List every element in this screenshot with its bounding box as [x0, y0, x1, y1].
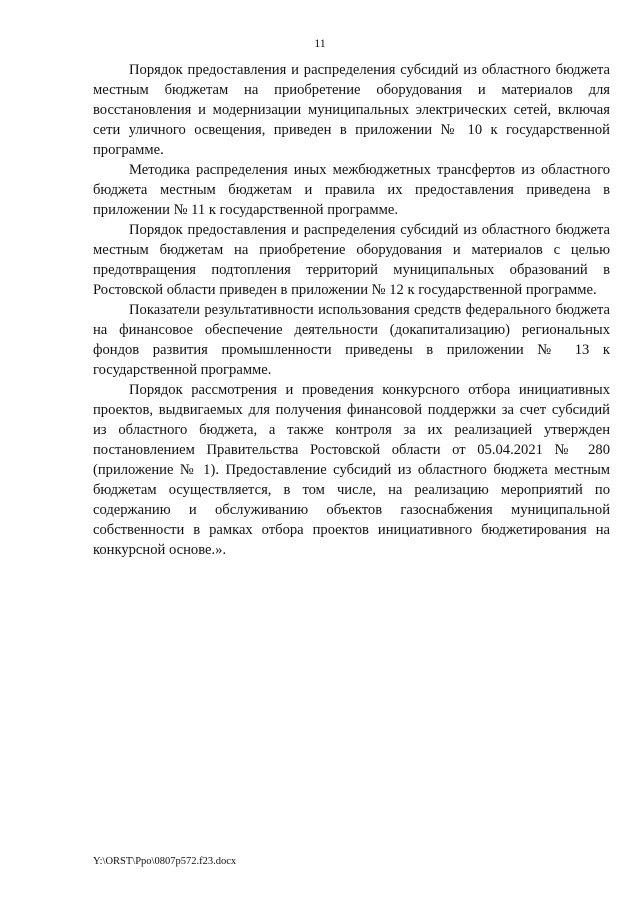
file-path-footer: Y:\ORST\Ppo\0807p572.f23.docx: [93, 856, 237, 867]
paragraph-appendix-13: Показатели результативности использования средств федерального бюджета на финансовое обеспечение деятельности (докапитализацию) региональных фондов развития промышленности приведены в приложении № 13 к государственной программе.: [93, 302, 610, 378]
paragraph-appendix-12: Порядок предоставления и распределения субсидий из областного бюджета местным бюджетам на приобретение оборудования и материалов с целью предотвращения подтопления территорий муниципальных образований в Ростовской области приведен в приложении № 12 к государственной программе.: [93, 222, 610, 298]
page-number: 11: [314, 36, 326, 50]
paragraph-appendix-10: Порядок предоставления и распределения субсидий из областного бюджета местным бюджетам на приобретение оборудования и материалов для восстановления и модернизации муниципальных электрических сетей, включая сети уличного освещения, приведен в приложении № 10 к государственной программе.: [93, 62, 610, 158]
paragraph-appendix-11: Методика распределения иных межбюджетных трансфертов из областного бюджета местным бюджетам и правила их предоставления приведена в приложении № 11 к государственной программе.: [93, 162, 610, 218]
document-body: [93, 60, 610, 560]
paragraph-initiative-projects: Порядок рассмотрения и проведения конкурсного отбора инициативных проектов, выдвигаемых для получения финансовой поддержки за счет субсидий из областного бюджета, а также контроля за их реализацией утвержден постановлением Правительства Ростовской области от 05.04.2021 № 280 (приложение № 1). Предоставление субсидий из областного бюджета местным бюджетам осуществляется, в том числе, на реализацию мероприятий по содержанию и обслуживанию объектов газоснабжения муниципальной собственности в рамках отбора проектов инициативного бюджетирования на конкурсной основе.».: [93, 382, 610, 558]
